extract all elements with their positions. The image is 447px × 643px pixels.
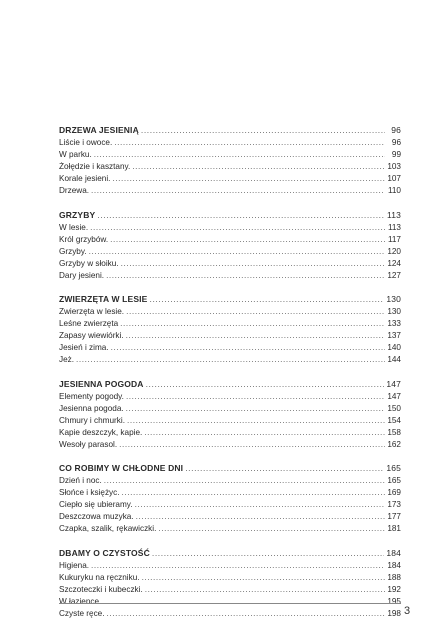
dot-leader bbox=[104, 475, 385, 487]
toc-entry[interactable] bbox=[59, 499, 401, 511]
dot-leader bbox=[89, 246, 385, 258]
dot-leader bbox=[122, 487, 385, 499]
toc-entry[interactable] bbox=[59, 270, 401, 282]
dot-leader bbox=[126, 391, 385, 403]
toc-entry[interactable] bbox=[59, 185, 401, 197]
toc-section-heading[interactable] bbox=[59, 547, 401, 560]
entry-title: Zapasy wiewiórki. bbox=[59, 331, 124, 340]
entry-title: Czyste ręce. bbox=[59, 608, 105, 618]
entry-page: 130 bbox=[387, 307, 401, 316]
entry-page: 137 bbox=[387, 331, 401, 340]
toc-entry[interactable] bbox=[59, 258, 401, 270]
dot-leader bbox=[76, 354, 385, 366]
toc-section-heading[interactable] bbox=[59, 209, 401, 222]
section-page: 184 bbox=[386, 547, 401, 558]
entry-title: Leśne zwierzęta bbox=[59, 319, 119, 328]
entry-title: Kapie deszczyk, kapie. bbox=[59, 427, 143, 437]
toc-section-chlodne-dni bbox=[59, 462, 401, 535]
dot-leader bbox=[110, 234, 385, 246]
toc-entry[interactable] bbox=[59, 137, 401, 149]
dot-leader bbox=[141, 124, 385, 137]
dot-leader bbox=[97, 209, 385, 222]
entry-page: 150 bbox=[387, 403, 401, 413]
entry-title: Żołędzie i kasztany. bbox=[59, 162, 131, 171]
entry-page: 113 bbox=[387, 222, 401, 232]
entry-page: 99 bbox=[391, 150, 401, 159]
toc-entry[interactable] bbox=[59, 523, 401, 535]
entry-page: 169 bbox=[387, 488, 401, 497]
section-title: ZWIERZĘTA W LESIE bbox=[59, 294, 148, 304]
entry-page: 103 bbox=[387, 162, 401, 171]
entry-page: 140 bbox=[387, 343, 401, 352]
entry-title: Higiena. bbox=[59, 560, 90, 570]
toc-entry[interactable] bbox=[59, 318, 401, 330]
entry-title: Dary jesieni. bbox=[59, 270, 105, 280]
toc-entry[interactable] bbox=[59, 222, 401, 234]
dot-leader bbox=[126, 403, 385, 415]
toc-section-heading[interactable] bbox=[59, 378, 401, 391]
entry-page: 120 bbox=[387, 246, 401, 256]
entry-title: Deszczowa muzyka. bbox=[59, 512, 134, 521]
entry-title: Drzewa. bbox=[59, 186, 90, 195]
section-page: 96 bbox=[391, 125, 401, 135]
entry-title: Elementy pogody. bbox=[59, 391, 124, 401]
toc-section-zwierzeta bbox=[59, 293, 401, 366]
toc-section-pogoda bbox=[59, 378, 401, 451]
dot-leader bbox=[107, 608, 386, 620]
entry-page: 198 bbox=[387, 608, 401, 618]
entry-title: W łazience. bbox=[59, 596, 102, 606]
toc-entry[interactable] bbox=[59, 161, 401, 173]
entry-page: 110 bbox=[387, 186, 401, 195]
dot-leader bbox=[126, 306, 385, 318]
entry-title: Szczoteczki i kubeczki. bbox=[59, 584, 143, 594]
entry-title: Słońce i księżyc. bbox=[59, 488, 120, 497]
dot-leader bbox=[119, 439, 385, 451]
entry-page: 165 bbox=[387, 476, 401, 485]
dot-leader bbox=[91, 560, 385, 572]
footer-divider bbox=[59, 603, 401, 604]
entry-title: Korale jesieni. bbox=[59, 174, 111, 183]
dot-leader bbox=[152, 547, 384, 560]
entry-page: 195 bbox=[387, 596, 401, 606]
toc-entry[interactable] bbox=[59, 354, 401, 366]
toc-entry[interactable] bbox=[59, 475, 401, 487]
entry-page: 117 bbox=[387, 234, 401, 244]
toc-entry[interactable] bbox=[59, 246, 401, 258]
entry-title: Grzyby w słoiku. bbox=[59, 258, 119, 268]
toc-entry[interactable] bbox=[59, 342, 401, 354]
page-number: 3 bbox=[404, 605, 411, 617]
section-page: 165 bbox=[386, 463, 401, 473]
entry-page: 158 bbox=[387, 427, 401, 437]
toc-section-drzewa bbox=[59, 124, 401, 197]
section-title: DRZEWA JESIENIĄ bbox=[59, 125, 139, 135]
dot-leader bbox=[106, 270, 385, 282]
entry-title: Wesoły parasol. bbox=[59, 439, 118, 449]
toc-entry[interactable] bbox=[59, 608, 401, 620]
entry-page: 124 bbox=[387, 258, 401, 268]
entry-title: Dzień i noc. bbox=[59, 476, 102, 485]
entry-page: 177 bbox=[387, 512, 401, 521]
section-page: 113 bbox=[386, 209, 401, 220]
toc-section-heading[interactable] bbox=[59, 124, 401, 137]
entry-title: Jeż. bbox=[59, 355, 75, 364]
toc-entry[interactable] bbox=[59, 439, 401, 451]
dot-leader bbox=[121, 258, 385, 270]
dot-leader bbox=[120, 318, 385, 330]
dot-leader bbox=[91, 185, 385, 197]
entry-title: W lesie. bbox=[59, 222, 89, 232]
toc-entry[interactable] bbox=[59, 403, 401, 415]
dot-leader bbox=[144, 427, 385, 439]
entry-title: Król grzybów. bbox=[59, 234, 109, 244]
entry-title: Liście i owoce. bbox=[59, 138, 113, 147]
entry-page: 133 bbox=[387, 319, 401, 328]
section-title: CO ROBIMY W CHŁODNE DNI bbox=[59, 463, 184, 473]
entry-page: 144 bbox=[387, 355, 401, 364]
entry-title: Grzyby. bbox=[59, 246, 87, 256]
toc-entry[interactable] bbox=[59, 391, 401, 403]
toc-section-czystosc bbox=[59, 547, 401, 620]
entry-page: 188 bbox=[387, 572, 401, 582]
toc-entry[interactable] bbox=[59, 511, 401, 523]
dot-leader bbox=[111, 342, 385, 354]
dot-leader bbox=[150, 293, 385, 306]
dot-leader bbox=[127, 415, 385, 427]
entry-page: 181 bbox=[387, 524, 401, 533]
toc-entry[interactable] bbox=[59, 306, 401, 318]
entry-title: Kukuryku na ręczniku. bbox=[59, 572, 140, 582]
dot-leader bbox=[126, 330, 385, 342]
toc-entry[interactable] bbox=[59, 560, 401, 572]
entry-title: Czapka, szalik, rękawiczki. bbox=[59, 524, 157, 533]
toc-entry[interactable] bbox=[59, 330, 401, 342]
dot-leader bbox=[132, 161, 385, 173]
entry-page: 173 bbox=[387, 500, 401, 509]
section-page: 147 bbox=[386, 378, 401, 389]
dot-leader bbox=[136, 511, 385, 523]
dot-leader bbox=[146, 378, 385, 391]
entry-title: Jesienna pogoda. bbox=[59, 403, 124, 413]
dot-leader bbox=[103, 596, 385, 608]
toc-entry[interactable] bbox=[59, 173, 401, 185]
table-of-contents bbox=[59, 124, 401, 631]
entry-page: 154 bbox=[387, 415, 401, 425]
toc-section-heading[interactable] bbox=[59, 462, 401, 475]
toc-entry[interactable] bbox=[59, 596, 401, 608]
toc-entry[interactable] bbox=[59, 584, 401, 596]
section-title: DBAMY O CZYSTOŚĆ bbox=[59, 547, 150, 558]
entry-page: 184 bbox=[387, 560, 401, 570]
entry-page: 107 bbox=[387, 174, 401, 183]
dot-leader bbox=[142, 572, 385, 584]
toc-entry[interactable] bbox=[59, 149, 401, 161]
entry-page: 96 bbox=[391, 138, 401, 147]
toc-entry[interactable] bbox=[59, 234, 401, 246]
entry-page: 127 bbox=[387, 270, 401, 280]
dot-leader bbox=[90, 222, 385, 234]
toc-entry[interactable] bbox=[59, 572, 401, 584]
entry-page: 162 bbox=[387, 439, 401, 449]
entry-title: Chmury i chmurki. bbox=[59, 415, 125, 425]
toc-entry[interactable] bbox=[59, 487, 401, 499]
section-page: 130 bbox=[386, 294, 401, 304]
entry-title: Ciepło się ubieramy. bbox=[59, 500, 133, 509]
dot-leader bbox=[94, 149, 385, 161]
dot-leader bbox=[158, 523, 385, 535]
dot-leader bbox=[145, 584, 385, 596]
dot-leader bbox=[135, 499, 385, 511]
section-title: GRZYBY bbox=[59, 209, 96, 220]
toc-section-grzyby bbox=[59, 209, 401, 282]
toc-entry[interactable] bbox=[59, 427, 401, 439]
entry-page: 192 bbox=[387, 584, 401, 594]
dot-leader bbox=[114, 137, 385, 149]
entry-page: 147 bbox=[387, 391, 401, 401]
toc-entry[interactable] bbox=[59, 415, 401, 427]
dot-leader bbox=[112, 173, 385, 185]
entry-title: Jesień i zima. bbox=[59, 343, 109, 352]
toc-section-heading[interactable] bbox=[59, 293, 401, 306]
dot-leader bbox=[185, 462, 384, 475]
section-title: JESIENNA POGODA bbox=[59, 378, 144, 389]
entry-title: W parku. bbox=[59, 150, 92, 159]
entry-title: Zwierzęta w lesie. bbox=[59, 307, 125, 316]
